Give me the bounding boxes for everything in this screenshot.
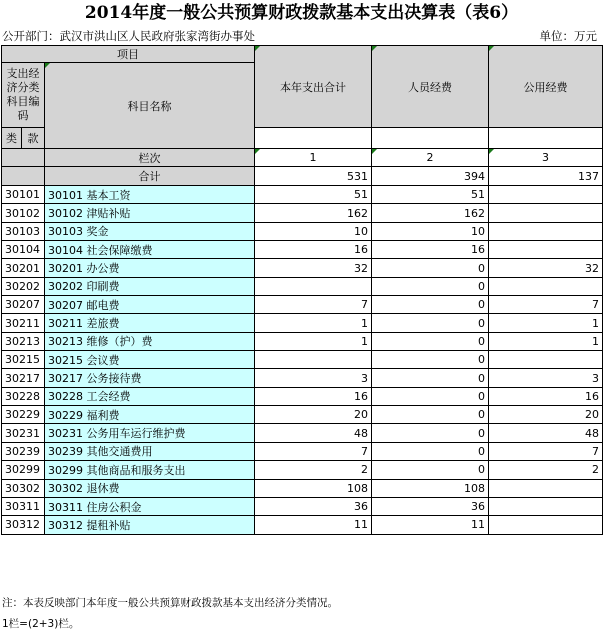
row-subject-name: 30312 提租补贴 bbox=[45, 516, 255, 534]
row-personnel: 10 bbox=[372, 222, 489, 240]
row-code: 30239 bbox=[2, 442, 45, 460]
header-econ-code: 支出经济分类科目编码 bbox=[2, 63, 45, 128]
row-code: 30207 bbox=[2, 296, 45, 314]
row-subject-name: 30101 基本工资 bbox=[45, 186, 255, 204]
row-code: 30202 bbox=[2, 277, 45, 295]
row-code: 30103 bbox=[2, 222, 45, 240]
table-row bbox=[2, 332, 603, 350]
total-public: 137 bbox=[489, 167, 603, 186]
row-subject-name: 30302 退休费 bbox=[45, 479, 255, 497]
table-row bbox=[2, 461, 603, 479]
row-total: 3 bbox=[255, 369, 372, 387]
table-row bbox=[2, 204, 603, 222]
row-personnel: 0 bbox=[372, 277, 489, 295]
row-code: 30231 bbox=[2, 424, 45, 442]
row-subject-name: 30217 公务接待费 bbox=[45, 369, 255, 387]
header-section: 款 bbox=[22, 128, 45, 149]
row-subject-name: 30299 其他商品和服务支出 bbox=[45, 461, 255, 479]
header-col3 bbox=[489, 128, 603, 149]
row-public: 20 bbox=[489, 406, 603, 424]
row-code: 30101 bbox=[2, 186, 45, 204]
expenditure-table bbox=[1, 45, 603, 535]
row-public: 7 bbox=[489, 442, 603, 460]
row-code: 30213 bbox=[2, 332, 45, 350]
row-public bbox=[489, 204, 603, 222]
row-public bbox=[489, 277, 603, 295]
table-row bbox=[2, 516, 603, 534]
row-subject-name: 30228 工会经费 bbox=[45, 387, 255, 405]
row-subject-name: 30231 公务用车运行维护费 bbox=[45, 424, 255, 442]
total-personnel: 394 bbox=[372, 167, 489, 186]
row-personnel: 0 bbox=[372, 369, 489, 387]
row-code: 30228 bbox=[2, 387, 45, 405]
row-total: 1 bbox=[255, 314, 372, 332]
note-line-1: 注：本表反映部门本年度一般公共预算财政拨款基本支出经济分类情况。 bbox=[2, 597, 338, 609]
row-public: 1 bbox=[489, 314, 603, 332]
row-total: 108 bbox=[255, 479, 372, 497]
row-public bbox=[489, 241, 603, 259]
row-total: 7 bbox=[255, 442, 372, 460]
row-total bbox=[255, 351, 372, 369]
row-subject-name: 30104 社会保障缴费 bbox=[45, 241, 255, 259]
row-personnel: 51 bbox=[372, 186, 489, 204]
row-personnel: 0 bbox=[372, 387, 489, 405]
table-row bbox=[2, 351, 603, 369]
table-row bbox=[2, 479, 603, 497]
row-total bbox=[255, 277, 372, 295]
row-public: 2 bbox=[489, 461, 603, 479]
table-row bbox=[2, 277, 603, 295]
row-personnel: 0 bbox=[372, 351, 489, 369]
col-number-3: 3 bbox=[489, 149, 603, 167]
row-total: 1 bbox=[255, 332, 372, 350]
row-personnel: 0 bbox=[372, 442, 489, 460]
row-subject-name: 30239 其他交通费用 bbox=[45, 442, 255, 460]
total-label: 合计 bbox=[45, 167, 255, 186]
row-personnel: 0 bbox=[372, 461, 489, 479]
row-personnel: 0 bbox=[372, 314, 489, 332]
row-public: 7 bbox=[489, 296, 603, 314]
row-index-label: 栏次 bbox=[45, 149, 255, 167]
row-code: 30201 bbox=[2, 259, 45, 277]
row-total: 20 bbox=[255, 406, 372, 424]
header-col1 bbox=[255, 128, 372, 149]
row-subject-name: 30311 住房公积金 bbox=[45, 497, 255, 515]
row-code: 30312 bbox=[2, 516, 45, 534]
row-total: 16 bbox=[255, 241, 372, 259]
row-subject-name: 30215 会议费 bbox=[45, 351, 255, 369]
header-col2 bbox=[372, 128, 489, 149]
row-public bbox=[489, 351, 603, 369]
row-code: 30229 bbox=[2, 406, 45, 424]
table-row bbox=[2, 369, 603, 387]
row-total: 7 bbox=[255, 296, 372, 314]
row-public: 16 bbox=[489, 387, 603, 405]
table-row bbox=[2, 387, 603, 405]
row-total: 162 bbox=[255, 204, 372, 222]
row-public: 32 bbox=[489, 259, 603, 277]
row-code: 30211 bbox=[2, 314, 45, 332]
table-row bbox=[2, 259, 603, 277]
row-personnel: 11 bbox=[372, 516, 489, 534]
row-total: 2 bbox=[255, 461, 372, 479]
row-personnel: 0 bbox=[372, 259, 489, 277]
unit-label: 单位：万元 bbox=[539, 29, 597, 43]
row-subject-name: 30229 福利费 bbox=[45, 406, 255, 424]
row-total: 11 bbox=[255, 516, 372, 534]
header-subject-name: 科目名称 bbox=[45, 63, 255, 149]
row-subject-name: 30103 奖金 bbox=[45, 222, 255, 240]
col-number-1: 1 bbox=[255, 149, 372, 167]
row-code: 30104 bbox=[2, 241, 45, 259]
row-personnel: 0 bbox=[372, 406, 489, 424]
row-index-spacer bbox=[2, 149, 45, 167]
note-line-2: 1栏=(2+3)栏。 bbox=[2, 618, 80, 630]
row-public bbox=[489, 222, 603, 240]
row-total: 10 bbox=[255, 222, 372, 240]
row-personnel: 0 bbox=[372, 296, 489, 314]
department-label: 公开部门：武汉市洪山区人民政府张家湾街办事处 bbox=[2, 29, 255, 43]
row-personnel: 162 bbox=[372, 204, 489, 222]
row-total: 36 bbox=[255, 497, 372, 515]
row-personnel: 16 bbox=[372, 241, 489, 259]
page-title: 2014年度一般公共预算财政拨款基本支出决算表（表6） bbox=[84, 3, 519, 23]
row-subject-name: 30211 差旅费 bbox=[45, 314, 255, 332]
row-subject-name: 30202 印刷费 bbox=[45, 277, 255, 295]
table-row bbox=[2, 442, 603, 460]
row-subject-name: 30207 邮电费 bbox=[45, 296, 255, 314]
col-number-2: 2 bbox=[372, 149, 489, 167]
table-row bbox=[2, 424, 603, 442]
row-public bbox=[489, 516, 603, 534]
row-total: 16 bbox=[255, 387, 372, 405]
row-total: 48 bbox=[255, 424, 372, 442]
total-spacer bbox=[2, 167, 45, 186]
table-row bbox=[2, 296, 603, 314]
table-row bbox=[2, 314, 603, 332]
row-subject-name: 30213 维修（护）费 bbox=[45, 332, 255, 350]
row-code: 30302 bbox=[2, 479, 45, 497]
table-row bbox=[2, 186, 603, 204]
row-code: 30217 bbox=[2, 369, 45, 387]
row-total: 32 bbox=[255, 259, 372, 277]
row-code: 30102 bbox=[2, 204, 45, 222]
row-code: 30311 bbox=[2, 497, 45, 515]
table-row bbox=[2, 241, 603, 259]
row-public: 3 bbox=[489, 369, 603, 387]
header-total: 本年支出合计 bbox=[255, 46, 372, 128]
table-row bbox=[2, 406, 603, 424]
row-subject-name: 30102 津贴补贴 bbox=[45, 204, 255, 222]
row-public bbox=[489, 186, 603, 204]
row-public bbox=[489, 497, 603, 515]
total-value: 531 bbox=[255, 167, 372, 186]
row-public: 48 bbox=[489, 424, 603, 442]
table-row bbox=[2, 497, 603, 515]
header-personnel: 人员经费 bbox=[372, 46, 489, 128]
row-public: 1 bbox=[489, 332, 603, 350]
row-code: 30299 bbox=[2, 461, 45, 479]
header-item: 项目 bbox=[2, 46, 255, 63]
row-personnel: 108 bbox=[372, 479, 489, 497]
row-public bbox=[489, 479, 603, 497]
row-personnel: 36 bbox=[372, 497, 489, 515]
row-subject-name: 30201 办公费 bbox=[45, 259, 255, 277]
table-row bbox=[2, 222, 603, 240]
header-public: 公用经费 bbox=[489, 46, 603, 128]
row-code: 30215 bbox=[2, 351, 45, 369]
header-class: 类 bbox=[2, 128, 22, 149]
row-personnel: 0 bbox=[372, 332, 489, 350]
row-personnel: 0 bbox=[372, 424, 489, 442]
row-total: 51 bbox=[255, 186, 372, 204]
